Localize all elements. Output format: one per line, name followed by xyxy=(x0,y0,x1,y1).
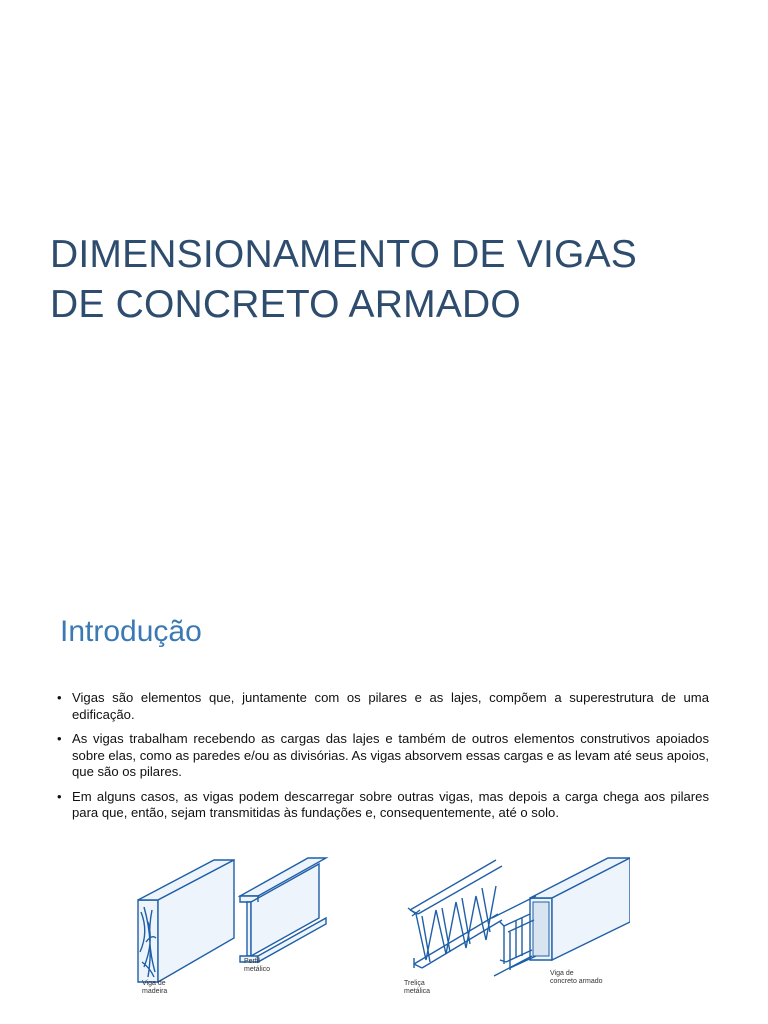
steel-truss-figure xyxy=(404,852,504,995)
bullet-text: As vigas trabalham recebendo as cargas das lajes e também de outros elementos construtivos apoiados sobre elas, como as paredes e/ou as divisórias. As vigas absorvem essas cargas e as levam até seus apoios, que são os pilares. xyxy=(72,731,709,779)
figure-caption: Perfil metálico xyxy=(244,958,271,973)
list-item xyxy=(56,731,709,781)
section-heading: Introdução xyxy=(60,615,202,648)
bullet-list xyxy=(56,690,709,830)
bullet-text: Vigas são elementos que, juntamente com os pilares e as lajes, compõem a superestrutura de uma edificação. xyxy=(72,690,709,722)
steel-truss-icon xyxy=(404,852,504,992)
figure-caption: Viga de madeira xyxy=(142,980,168,995)
timber-beam-icon xyxy=(132,852,242,992)
bullet-icon: • xyxy=(57,788,62,804)
bullet-text: Em alguns casos, as vigas podem descarregar sobre outras vigas, mas depois a carga chega aos pilares para que, então, sejam transmitidas às fundações e, consequentemente, até o solo. xyxy=(72,788,709,820)
title-line-1: DIMENSIONAMENTO DE VIGAS xyxy=(50,233,638,276)
reinforced-concrete-beam-figure xyxy=(490,852,630,992)
figure-caption: Viga de concreto armado xyxy=(550,970,603,985)
bullet-icon: • xyxy=(57,731,62,746)
slide-title xyxy=(50,230,637,330)
figure-caption: Treliça metálica xyxy=(404,980,431,995)
list-item xyxy=(56,789,709,822)
bullet-icon: • xyxy=(57,690,62,705)
timber-beam-figure xyxy=(132,852,242,995)
intro-slide xyxy=(0,590,768,1024)
list-item xyxy=(56,690,709,723)
title-line-2: DE CONCRETO ARMADO xyxy=(50,283,521,326)
steel-profile-figure xyxy=(238,856,333,988)
beam-types-illustration xyxy=(0,848,768,1024)
